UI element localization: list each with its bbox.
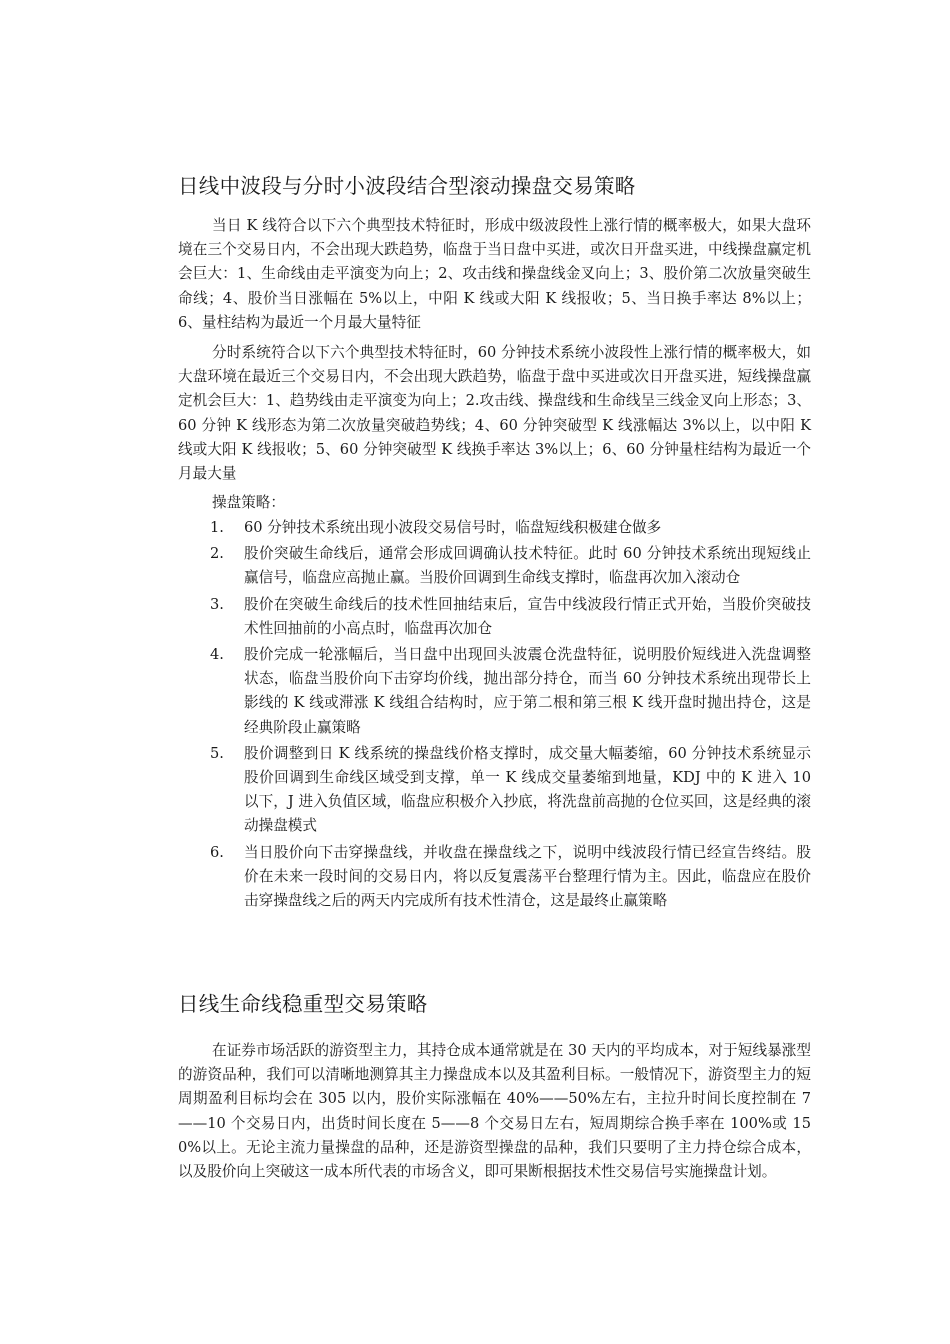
- strategy-list: [178, 516, 811, 915]
- list-item: [178, 742, 811, 839]
- list-item-number: 2.: [210, 545, 224, 563]
- list-item-text: 60 分钟技术系统出现小波段交易信号时，临盘短线积极建仓做多: [244, 519, 662, 536]
- list-item: [178, 841, 811, 914]
- list-item-text: 股价调整到日 K 线系统的操盘线价格支撑时，成交量大幅萎缩，60 分钟技术系统显示股价回调到生命线区域受到支撑，单一 K 线成交量萎缩到地量，KDJ 中的 K 进入 10 以下，J 进入负值区域，临盘应积极介入抄底，将洗盘前高抛的仓位买回，这是经典的滚动操盘模式: [244, 744, 811, 835]
- list-item-text: 股价在突破生命线后的技术性回抽结束后，宣告中线波段行情正式开始，当股价突破技术性回抽前的小高点时，临盘再次加仓: [244, 595, 811, 637]
- list-item: [178, 643, 811, 740]
- list-item-number: 3.: [210, 595, 224, 613]
- section2-title: 日线生命线稳重型交易策略: [178, 992, 428, 1016]
- list-item: [178, 516, 811, 540]
- list-item-text: 股价完成一轮涨幅后，当日盘中出现回头波震仓洗盘特征，说明股价短线进入洗盘调整状态，临盘当股价向下击穿均价线，抛出部分持仓，而当 60 分钟技术系统出现带长上影线的 K 线或滞涨 K 线组合结构时，应于第二根和第三根 K 线开盘时抛出持仓，这是经典阶段止赢策略: [244, 646, 811, 736]
- list-item-number: 5.: [210, 744, 224, 762]
- list-item-number: 6.: [210, 843, 224, 861]
- list-item-number: 1.: [210, 519, 224, 536]
- list-item-text: 当日股价向下击穿操盘线，并收盘在操盘线之下，说明中线波段行情已经宣告终结。股价在未来一段时间的交易日内，将以反复震荡平台整理行情为主。因此，临盘应在股价击穿操盘线之后的两天内完成所有技术性清仓，这是最终止赢策略: [244, 843, 811, 910]
- section1-title: 日线中波段与分时小波段结合型滚动操盘交易策略: [178, 174, 636, 198]
- list-item-text: 股价突破生命线后，通常会形成回调确认技术特征。此时 60 分钟技术系统出现短线止赢信号，临盘应高抛止赢。当股价回调到生命线支撑时，临盘再次加入滚动仓: [244, 545, 811, 587]
- section2-paragraph-1: 在证券市场活跃的游资型主力，其持仓成本通常就是在 30 天内的平均成本，对于短线暴涨型的游资品种，我们可以清晰地测算其主力操盘成本以及其盈利目标。一般情况下，游资型主力的短周期盈利目标均会在 305 以内，股价实际涨幅在 40%——50%左右，主拉升时间长度控制在 7——10 个交易日内，出货时间长度在 5——8 个交易日左右，短周期综合换手率在 100%或 150%以上。无论主流力量操盘的品种，还是游资型操盘的品种，我们只要明了主力持仓综合成本，以及股价向上突破这一成本所代表的市场含义，即可果断根据技术性交易信号实施操盘计划。: [178, 1042, 811, 1181]
- list-item: [178, 593, 811, 641]
- list-item: [178, 542, 811, 590]
- section1-paragraph-2: 分时系统符合以下六个典型技术特征时，60 分钟技术系统小波段性上涨行情的概率极大，如大盘环境在最近三个交易日内，不会出现大跌趋势，临盘于盘中买进或次日开盘买进，短线操盘赢定机会巨大：1、趋势线由走平演变为向上；2.攻击线、操盘线和生命线呈三线金叉向上形态；3、60 分钟 K 线形态为第二次放量突破趋势线；4、60 分钟突破型 K 线涨幅达 3%以上，以中阳 K 线或大阳 K 线报收；5、60 分钟突破型 K 线换手率达 3%以上；6、60 分钟量柱结构为最近一个月最大量: [178, 344, 811, 483]
- list-item-number: 4.: [210, 646, 224, 664]
- strategy-label: 操盘策略：: [212, 494, 285, 511]
- section1-paragraph-1: 当日 K 线符合以下六个典型技术特征时，形成中级波段性上涨行情的概率极大，如果大盘环境在三个交易日内，不会出现大跌趋势，临盘于当日盘中买进，或次日开盘买进，中线操盘赢定机会巨大：1、生命线由走平演变为向上；2、攻击线和操盘线金叉向上；3、股价第二次放量突破生命线；4、股价当日涨幅在 5%以上，中阳 K 线或大阳 K 线报收；5、当日换手率达 8%以上；6、量柱结构为最近一个月最大量特征: [178, 217, 811, 331]
